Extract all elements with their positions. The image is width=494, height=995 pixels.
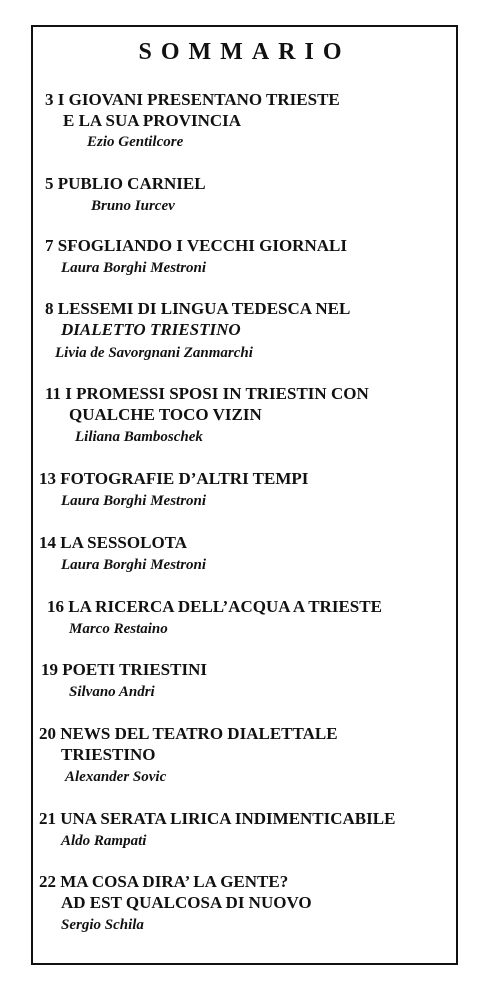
entry-title-continued: QUALCHE TOCO VIZIN <box>69 405 262 424</box>
entry-title: 19 POETI TRIESTINI <box>41 660 207 679</box>
entry-title: 14 LA SESSOLOTA <box>39 533 188 552</box>
entry-author: Sergio Schila <box>61 917 144 933</box>
entry-author: Laura Borghi Mestroni <box>61 557 207 573</box>
entry-title-continued: TRIESTINO <box>61 745 156 764</box>
entry-title: 13 FOTOGRAFIE D’ALTRI TEMPI <box>39 469 309 488</box>
entry-title: 3 I GIOVANI PRESENTANO TRIESTE <box>45 90 340 109</box>
entry-author: Liliana Bamboschek <box>75 429 203 445</box>
entry-title: 7 SFOGLIANDO I VECCHI GIORNALI <box>45 236 347 255</box>
entry-author: Silvano Andri <box>69 684 155 700</box>
contents-frame <box>31 25 458 965</box>
entry-author: Aldo Rampati <box>61 833 147 849</box>
entry-author: Marco Restaino <box>69 621 168 637</box>
entry-title: 5 PUBLIO CARNIEL <box>45 174 206 193</box>
page-title: SOMMARIO <box>138 39 351 65</box>
entry-author: Laura Borghi Mestroni <box>61 493 207 509</box>
entry-title: 11 I PROMESSI SPOSI IN TRIESTIN CON <box>45 384 369 403</box>
entry-author: Ezio Gentilcore <box>87 134 184 150</box>
entry-title: 22 MA COSA DIRA’ LA GENTE? <box>39 872 289 891</box>
entry-author: Laura Borghi Mestroni <box>61 260 207 276</box>
entry-title: 21 UNA SERATA LIRICA INDIMENTICABILE <box>39 809 396 828</box>
entry-title: 20 NEWS DEL TEATRO DIALETTALE <box>39 724 338 743</box>
entry-title-continued: DIALETTO TRIESTINO <box>61 320 241 339</box>
entry-title-continued: E LA SUA PROVINCIA <box>63 111 242 130</box>
entry-author: Bruno Iurcev <box>91 198 175 214</box>
entry-title: 8 LESSEMI DI LINGUA TEDESCA NEL <box>45 299 351 318</box>
entry-title-continued: AD EST QUALCOSA DI NUOVO <box>61 893 312 912</box>
entry-author: Alexander Sovic <box>65 769 167 785</box>
entry-title: 16 LA RICERCA DELL’ACQUA A TRIESTE <box>47 597 382 616</box>
entry-author: Livia de Savorgnani Zanmarchi <box>55 345 253 361</box>
